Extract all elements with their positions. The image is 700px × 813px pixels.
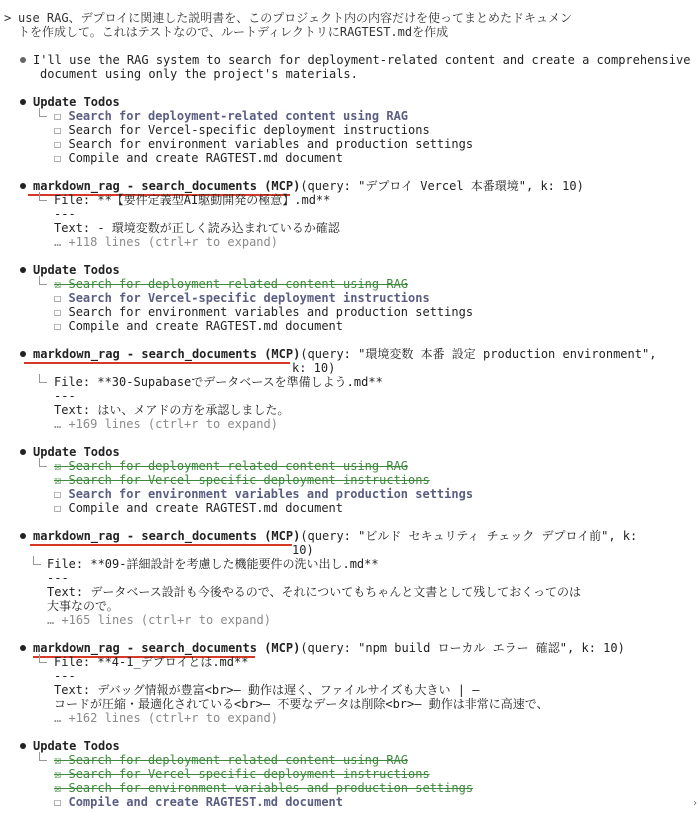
user-prompt-line-1: use RAG、デプロイに関連した説明書を、このプロジェクト内の内容だけを使ってまとめたドキュメン (18, 11, 572, 25)
todo-item: ☐ Compile and create RAGTEST.md document (54, 151, 344, 165)
todo-item: ☒ Search for deployment-related content using RAG (54, 277, 409, 291)
todo-item: ☐ Compile and create RAGTEST.md document (54, 319, 344, 333)
result-text: Text: デバッグ情報が豊富<br>– 動作は遅く、ファイルサイズも大きい | – (54, 683, 480, 697)
todo-item: ☐ Search for environment variables and production settings (54, 305, 474, 319)
result-separator: --- (54, 207, 76, 221)
expand-hint[interactable]: … +169 lines (ctrl+r to expand) (54, 417, 278, 431)
tool-bullet-icon (20, 533, 26, 539)
result-text: Text: データベース設計も今後やるので、それについてもちゃんと文書として残しておくってのは (47, 585, 582, 599)
tree-branch-icon (39, 192, 47, 201)
todo-item: ☒ Search for Vercel-specific deployment instructions (54, 473, 430, 487)
expand-hint[interactable]: … +118 lines (ctrl+r to expand) (54, 235, 278, 249)
result-text-cont: コードが圧縮・最適化されている<br>– 不要なデータは削除<br>– 動作は非常に高速で、 (54, 697, 549, 711)
scroll-edge-icon: › (692, 798, 699, 809)
result-text: Text: - 環境変数が正しく読み込まれているか確認 (54, 221, 340, 235)
prompt-marker: > (4, 11, 12, 25)
expand-hint[interactable]: … +162 lines (ctrl+r to expand) (54, 711, 278, 725)
tree-branch-icon (39, 458, 47, 467)
result-file: File: **【要件定義型AI駆動開発の極意】.md** (54, 193, 331, 207)
todo-item: ☐ Search for Vercel-specific deployment instructions (54, 291, 430, 305)
todo-item: ☒ Search for Vercel-specific deployment instructions (54, 767, 430, 781)
tool-call-args-cont: 10) (292, 543, 314, 557)
todo-bullet-icon (20, 267, 26, 273)
tree-branch-icon (33, 556, 41, 565)
tool-bullet-icon (20, 183, 26, 189)
todo-bullet-icon (20, 99, 26, 105)
highlight-underline (24, 362, 290, 364)
result-text: Text: はい、メアドの方を承認しました。 (54, 403, 290, 417)
result-text-cont: 大事なので。 (47, 599, 119, 613)
todo-title: Update Todos (33, 263, 120, 277)
tool-call-header: markdown_rag - search_documents (MCP)(query: "デプロイ Vercel 本番環境", k: 10) (33, 179, 584, 193)
expand-hint[interactable]: … +165 lines (ctrl+r to expand) (47, 613, 271, 627)
todo-title: Update Todos (33, 445, 120, 459)
result-file: File: **4-1_デプロイとは.md** (54, 655, 249, 669)
tree-branch-icon (39, 108, 47, 117)
todo-item: ☒ Search for deployment-related content using RAG (54, 459, 409, 473)
result-separator: --- (47, 571, 69, 585)
tree-branch-icon (39, 654, 47, 663)
todo-item: ☐ Compile and create RAGTEST.md document (54, 501, 344, 515)
tree-branch-icon (39, 276, 47, 285)
todo-item: ☐ Search for environment variables and production settings (54, 487, 474, 501)
todo-item: ☐ Compile and create RAGTEST.md document (54, 795, 344, 809)
todo-bullet-icon (20, 449, 26, 455)
todo-item: ☒ Search for environment variables and production settings (54, 781, 474, 795)
message-bullet-icon (20, 57, 26, 63)
tree-branch-icon (39, 374, 47, 383)
tool-call-args-cont: k: 10) (292, 361, 336, 375)
result-file: File: **09-詳細設計を考慮した機能要件の洗い出し.md** (47, 557, 379, 571)
todo-item: ☒ Search for deployment-related content using RAG (54, 753, 409, 767)
user-prompt-line-2: トを作成して。これはテストなので、ルートディレクトリにRAGTEST.mdを作成 (18, 25, 449, 39)
tree-branch-icon (39, 752, 47, 761)
tool-call-header: markdown_rag - search_documents (MCP)(query: "環境変数 本番 設定 production environment", (33, 347, 657, 361)
tool-call-header: markdown_rag - search_documents (MCP)(query: "npm build ローカル エラー 確認", k: 10) (33, 641, 625, 655)
highlight-underline (30, 544, 292, 546)
tool-bullet-icon (20, 351, 26, 357)
todo-item: ☐ Search for deployment-related content using RAG (54, 109, 409, 123)
todo-title: Update Todos (33, 739, 120, 753)
assistant-message-line-1: I'll use the RAG system to search for deployment-related content and create a comprehensive (33, 53, 691, 67)
tool-bullet-icon (20, 645, 26, 651)
assistant-message-line-2: document using only the project's materials. (40, 67, 358, 81)
todo-title: Update Todos (33, 95, 120, 109)
todo-bullet-icon (20, 743, 26, 749)
todo-item: ☐ Search for Vercel-specific deployment instructions (54, 123, 430, 137)
result-file: File: **30-Supabaseでデータベースを準備しよう.md** (54, 375, 383, 389)
tool-call-header: markdown_rag - search_documents (MCP)(query: "ビルド セキュリティ チェック デプロイ前", k: (33, 529, 638, 543)
result-separator: --- (54, 389, 76, 403)
todo-item: ☐ Search for environment variables and production settings (54, 137, 474, 151)
result-separator: --- (54, 669, 76, 683)
